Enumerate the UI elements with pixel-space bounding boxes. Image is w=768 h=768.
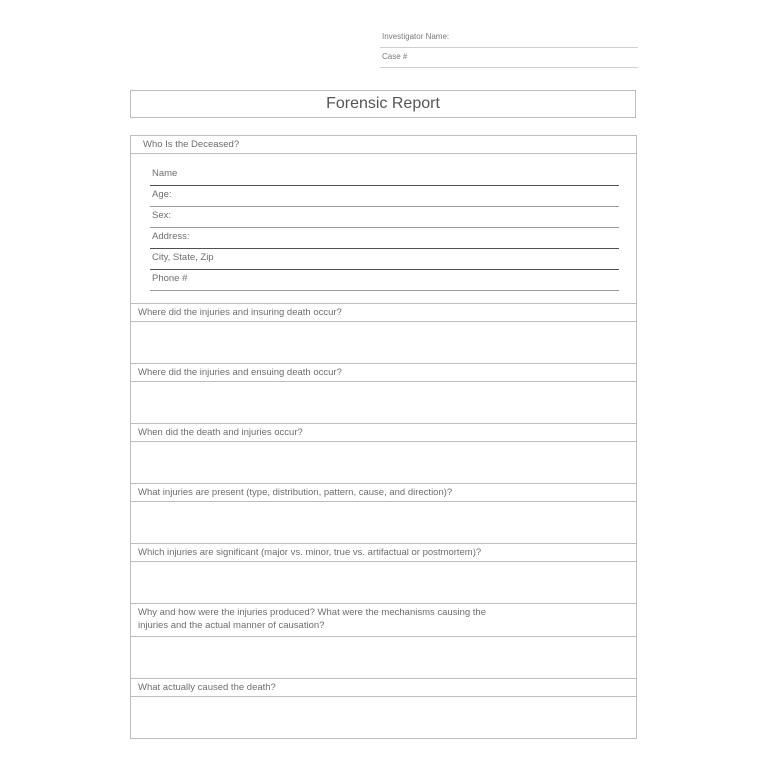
question-injuries-significant: Which injuries are significant (major vs. minor, true vs. artifactual or postmortem)? — [131, 544, 636, 562]
answer-where-insuring[interactable] — [131, 322, 636, 364]
name-label: Name — [152, 168, 178, 179]
phone-label: Phone # — [152, 273, 188, 284]
answer-when[interactable] — [131, 442, 636, 484]
age-field[interactable] — [150, 186, 619, 207]
question-when: When did the death and injuries occur? — [131, 424, 636, 442]
city-state-zip-field[interactable] — [150, 249, 619, 270]
answer-cause-of-death[interactable] — [131, 697, 636, 738]
investigator-name-field[interactable] — [380, 28, 638, 48]
sex-field[interactable] — [150, 207, 619, 228]
deceased-section — [131, 154, 636, 304]
report-form — [130, 135, 637, 739]
address-field[interactable] — [150, 228, 619, 249]
answer-where-ensuing[interactable] — [131, 382, 636, 424]
address-label: Address: — [152, 231, 190, 242]
question-where-insuring: Where did the injuries and insuring death occur? — [131, 304, 636, 322]
city-state-zip-label: City, State, Zip — [152, 252, 214, 263]
answer-injuries-present[interactable] — [131, 502, 636, 544]
question-where-ensuing: Where did the injuries and ensuing death occur? — [131, 364, 636, 382]
case-number-label: Case # — [382, 52, 408, 61]
question-why-how-line1: Why and how were the injuries produced? What were the mechanisms causing the — [138, 607, 486, 618]
phone-field[interactable] — [150, 270, 619, 291]
investigator-name-label: Investigator Name: — [382, 32, 450, 41]
question-why-how-line2: injuries and the actual manner of causation? — [138, 619, 325, 631]
case-meta — [380, 28, 638, 68]
deceased-heading: Who Is the Deceased? — [131, 136, 636, 154]
question-why-how — [131, 604, 636, 637]
case-number-field[interactable] — [380, 48, 638, 68]
question-cause-of-death: What actually caused the death? — [131, 679, 636, 697]
page-title: Forensic Report — [130, 90, 636, 118]
question-injuries-present: What injuries are present (type, distribution, pattern, cause, and direction)? — [131, 484, 636, 502]
answer-injuries-significant[interactable] — [131, 562, 636, 604]
answer-why-how[interactable] — [131, 637, 636, 679]
sex-label: Sex: — [152, 210, 172, 221]
name-field[interactable] — [150, 165, 619, 186]
age-label: Age: — [152, 189, 172, 200]
